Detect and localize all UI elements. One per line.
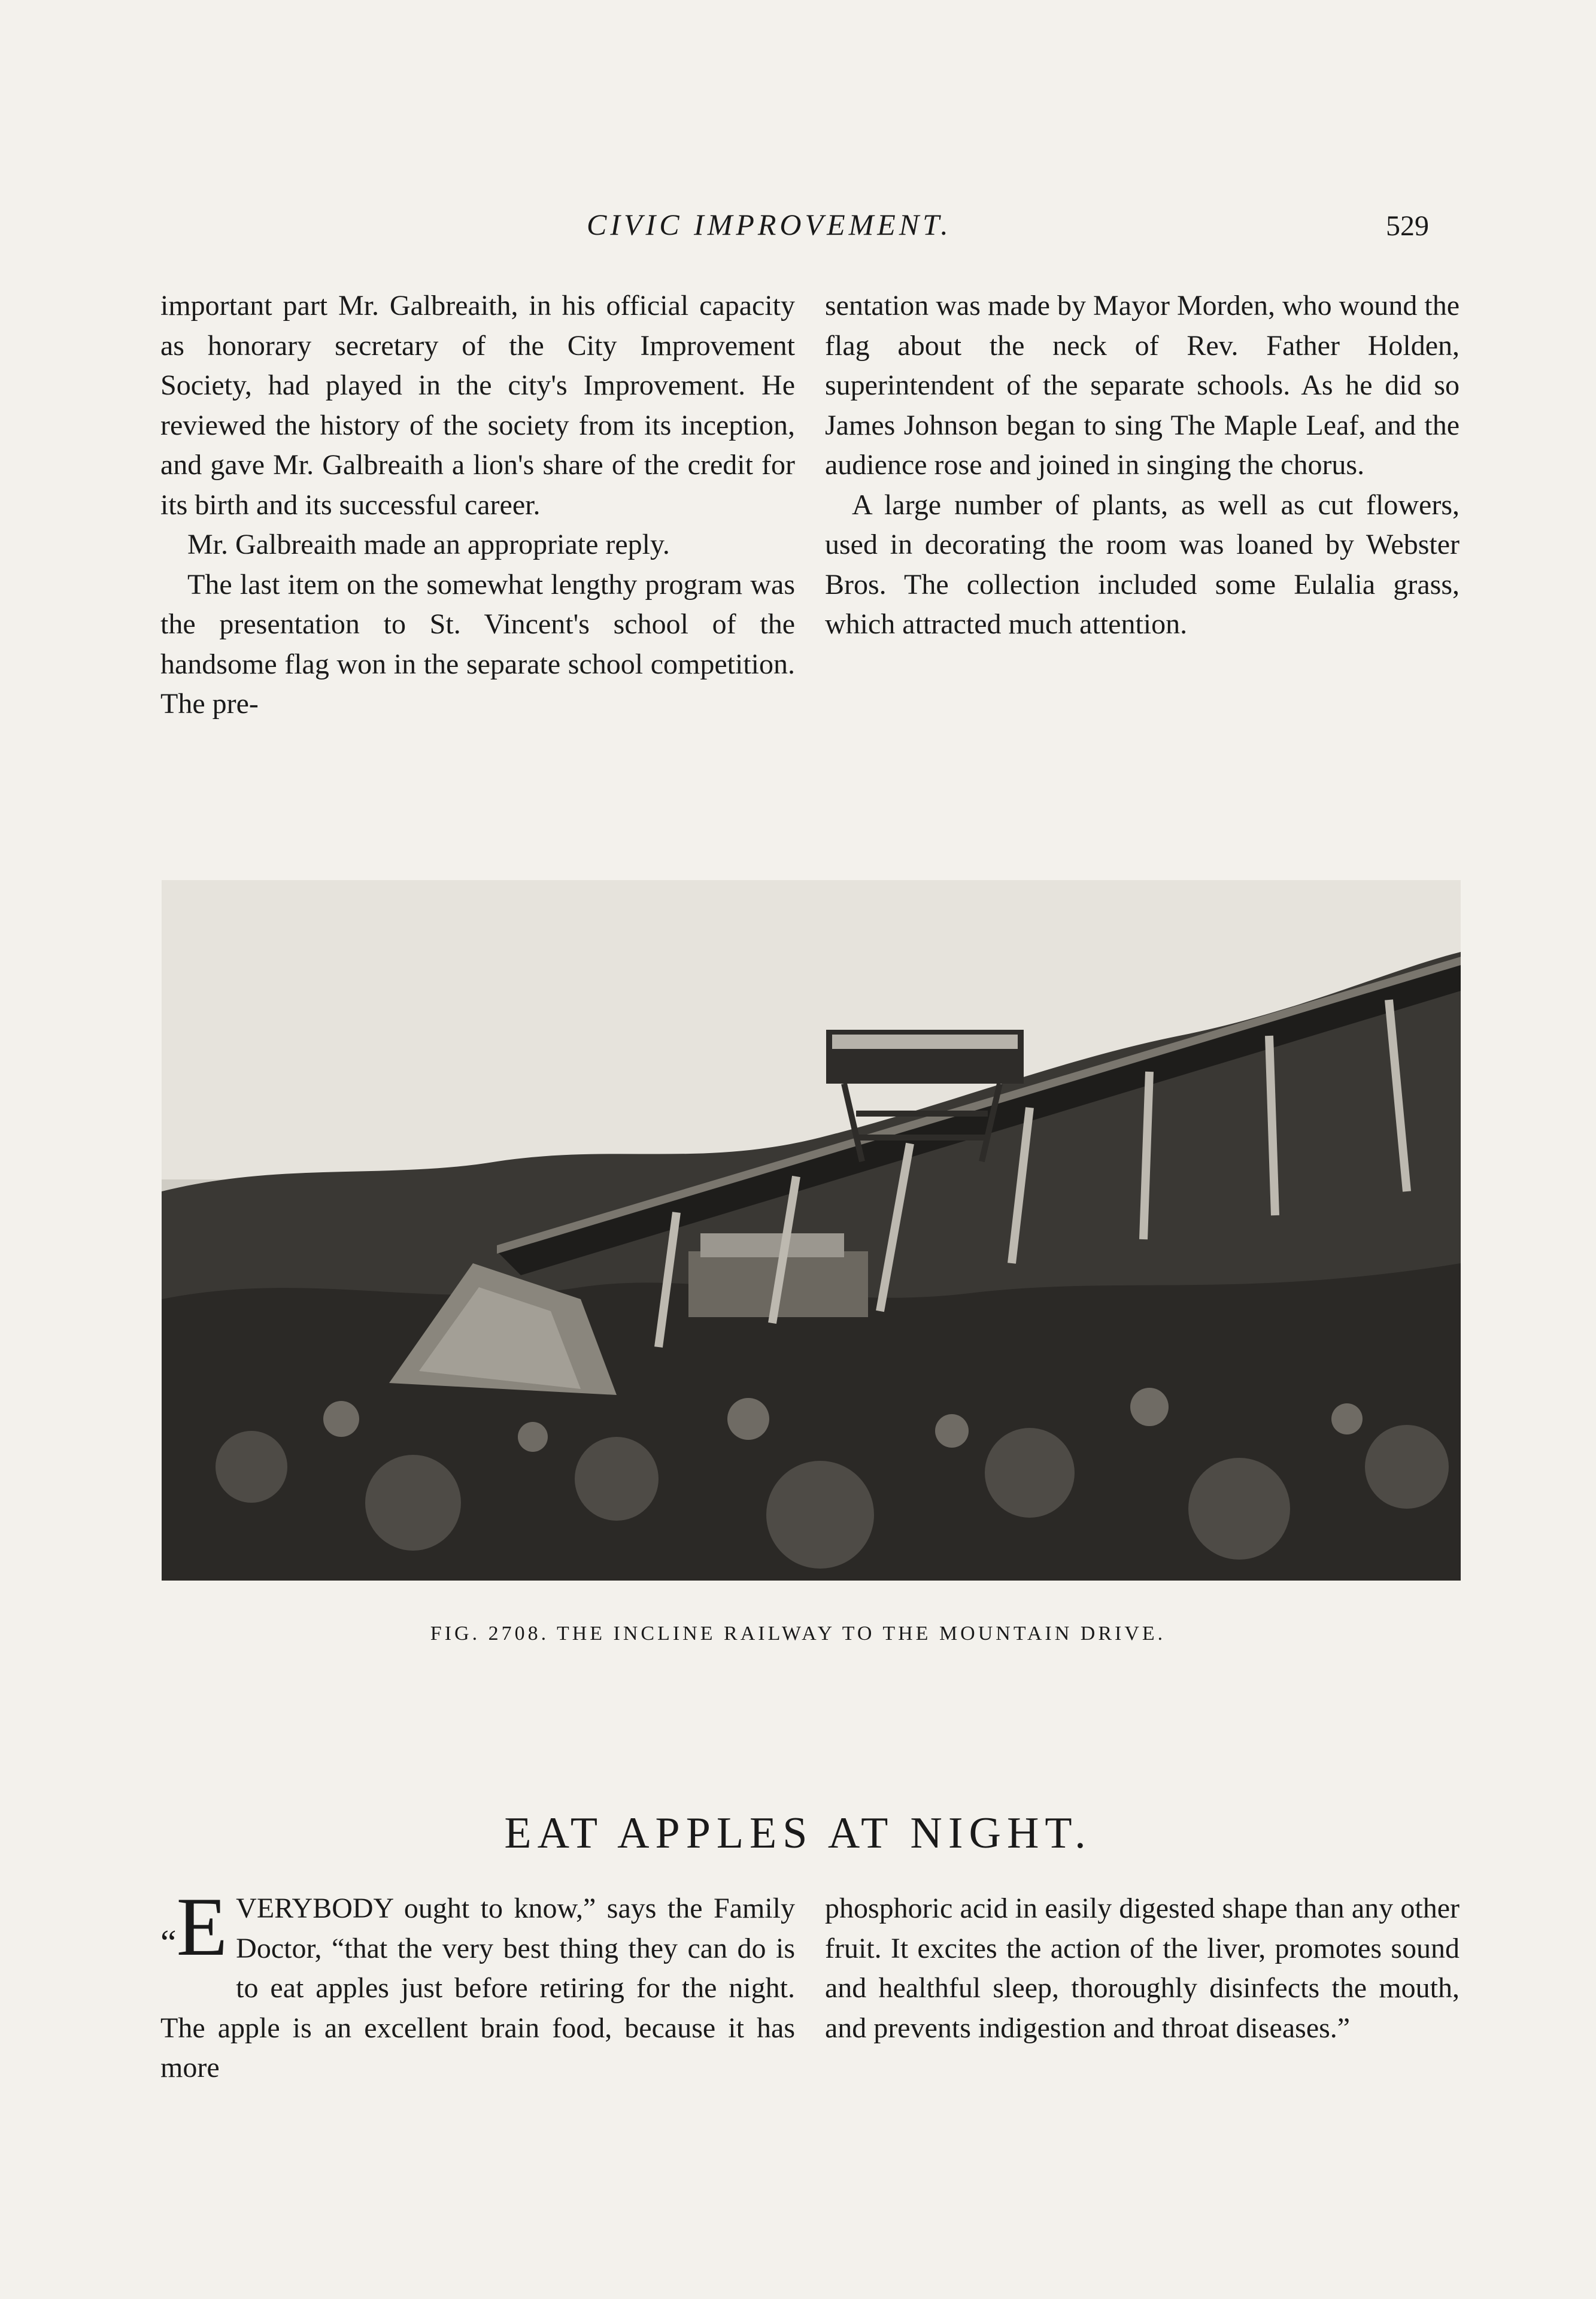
article-left-text: VERYBODY ought to know,” says the Family Doctor, “that the very best thing they can do is to eat apples just before retiring for the night. The apple is an excellent brain food, because it has more <box>160 1892 795 2083</box>
article-right-text: phosphoric acid in easily digested shape than any other fruit. It excites the action of the liver, promotes sound and healthful sleep, thoroughly disinfects the mouth, and prevents indigestion and throat diseases.” <box>825 1892 1460 2044</box>
figure-caption: FIG. 2708. THE INCLINE RAILWAY TO THE MOUNTAIN DRIVE. <box>430 1622 1166 1645</box>
article-left-column <box>160 1881 795 2088</box>
top-right-column <box>825 286 1460 645</box>
open-quote: “ <box>160 1923 177 1963</box>
article-title: EAT APPLES AT NIGHT. <box>504 1809 1092 1858</box>
article-right-column <box>825 1889 1460 2048</box>
drop-cap-letter: E <box>176 1881 228 1973</box>
paragraph: sentation was made by Mayor Morden, who wound the flag about the neck of Rev. Father Holden, superintendent of the separate schools. As he did so James Johnson began to sing The Maple Leaf, and the audience rose and joined in singing the chorus. <box>825 290 1460 481</box>
photo-illustration <box>162 880 1461 1581</box>
top-left-column <box>160 286 795 724</box>
paragraph: Mr. Galbreaith made an appropriate reply. <box>187 529 670 560</box>
running-head-title: CIVIC IMPROVEMENT. <box>587 208 952 241</box>
page-number: 529 <box>1386 210 1429 242</box>
paragraph: important part Mr. Galbreaith, in his official capacity as honorary secretary of the City Improvement Society, had played in the city's Improvement. He reviewed the history of the society from its inception, and gave Mr. Galbreaith a lion's share of the credit for its birth and its successful career. <box>160 290 795 521</box>
drop-cap <box>160 1881 228 1979</box>
paragraph: A large number of plants, as well as cut flowers, used in decorating the room was loaned by Webster Bros. The collection included some Eulalia grass, which attracted much attention. <box>825 489 1460 640</box>
article-opening-paragraph <box>160 1881 795 2088</box>
running-head <box>0 204 1596 251</box>
paragraph: The last item on the somewhat lengthy program was the presentation to St. Vincent's school of the handsome flag won in the separate school competition. The pre- <box>160 568 795 720</box>
incline-railway-photo <box>162 880 1461 1581</box>
